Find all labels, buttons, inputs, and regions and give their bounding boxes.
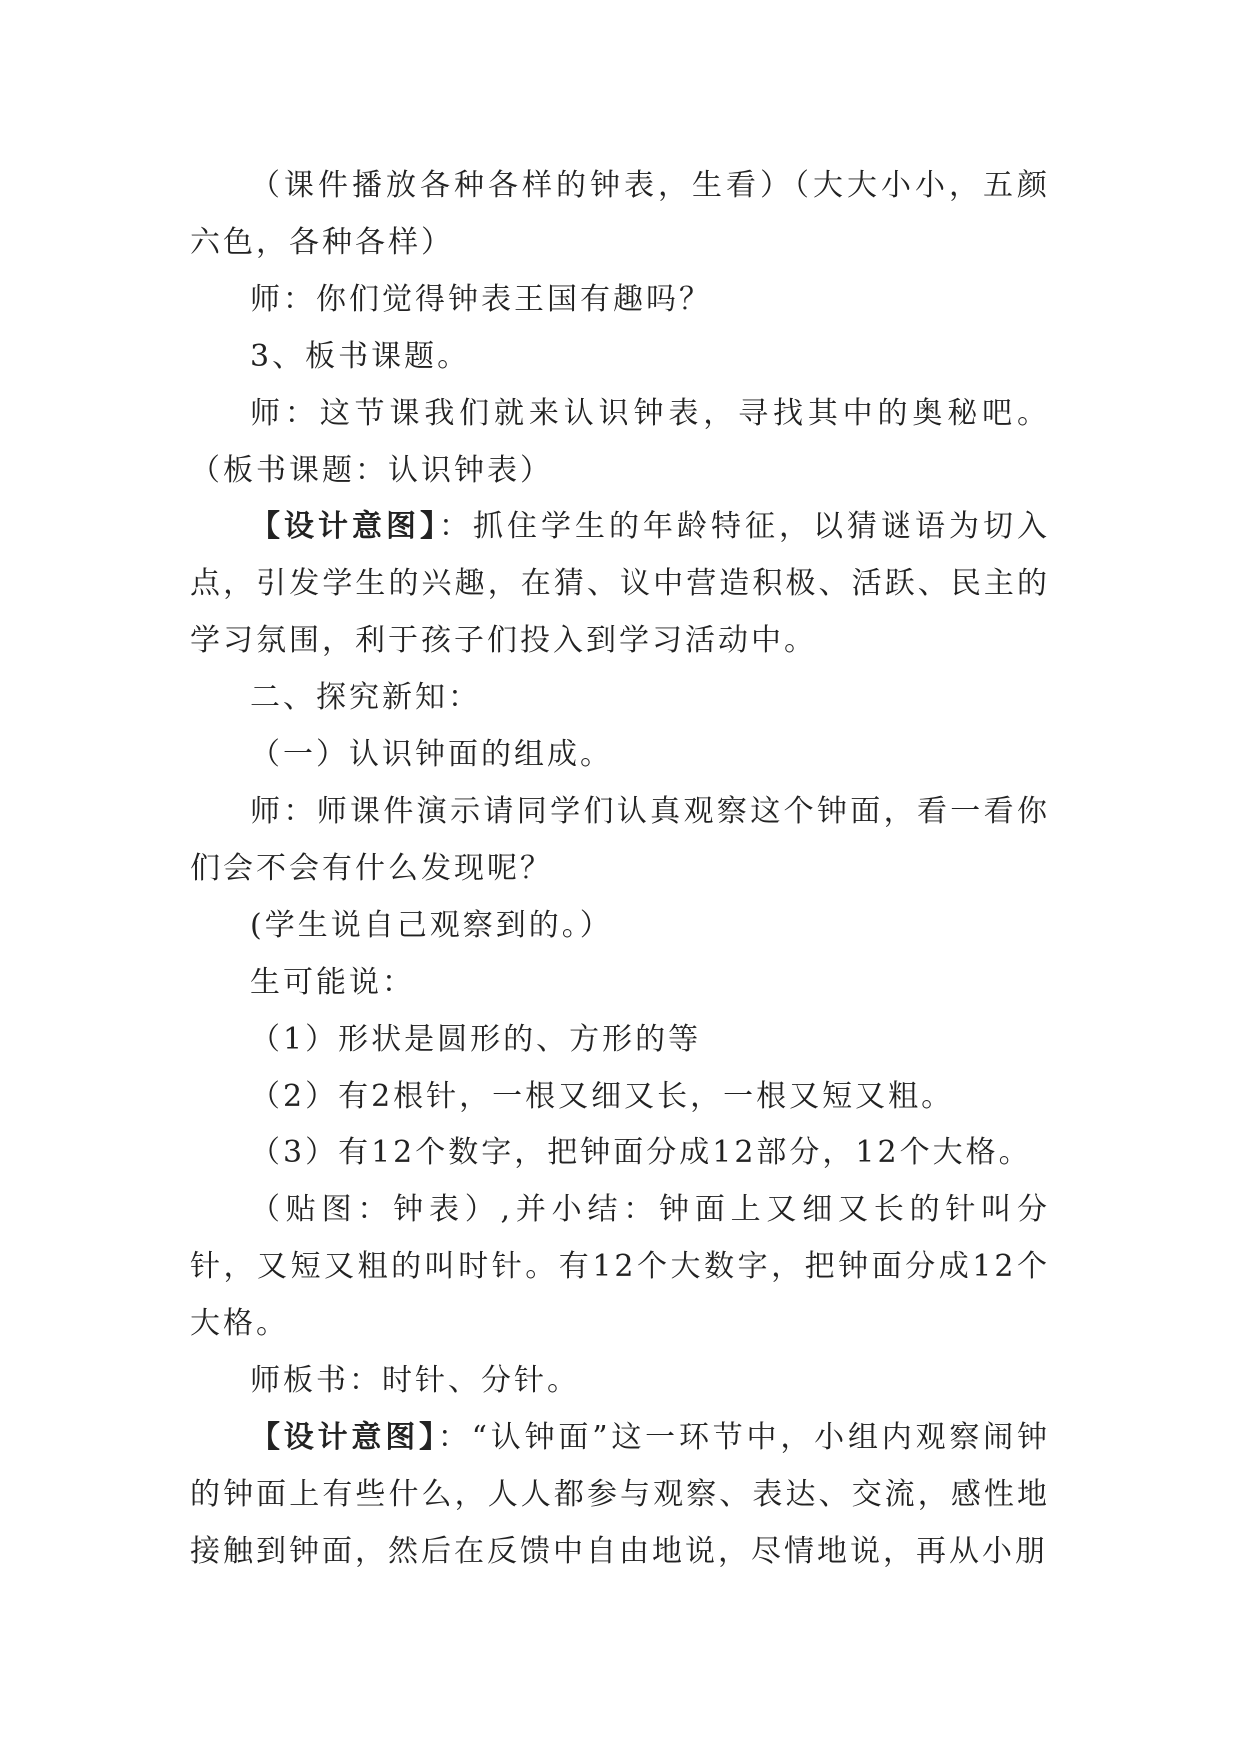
paragraph-text: ：“认钟面”这一环节中，小组内观察闹钟的钟面上有些什么，人人都参与观察、表达、交流，感性地接触到钟面，然后在反馈中自由地说，尽情地说，再从小朋 — [190, 1419, 1050, 1569]
paragraph-text: 师：你们觉得钟表王国有趣吗？ — [250, 281, 712, 317]
paragraph-subsection-heading — [190, 727, 1050, 784]
paragraph-teacher-question — [190, 272, 1050, 329]
document-body — [190, 158, 1050, 1581]
paragraph-text: （课件播放各种各样的钟表，生看）（大大小小，五颜六色，各种各样） — [190, 168, 1050, 260]
paragraph-design-intent-1 — [190, 499, 1050, 670]
paragraph-text: 二、探究新知： — [250, 680, 481, 716]
paragraph-board-writing — [190, 1353, 1050, 1410]
paragraph-design-intent-2 — [190, 1410, 1050, 1581]
paragraph-answer-2 — [190, 1069, 1050, 1126]
paragraph-text: 师：这节课我们就来认识钟表，寻找其中的奥秘吧。（板书课题：认识钟表） — [190, 395, 1050, 488]
paragraph-text: （2）有2根针，一根又细又长，一根又短又粗。 — [250, 1078, 955, 1114]
paragraph-text: 师板书：时针、分针。 — [250, 1363, 580, 1399]
design-intent-label: 【设计意图】 — [250, 509, 439, 545]
paragraph-text: 生可能说： — [250, 964, 415, 1000]
paragraph-text: (学生说自己观察到的。） — [250, 907, 613, 943]
paragraph-text: （一）认识钟面的组成。 — [250, 737, 613, 773]
paragraph-courseware-clocks — [190, 158, 1050, 272]
paragraph-teacher-observe — [190, 784, 1050, 898]
paragraph-text: （贴图：钟表）,并小结：钟面上又细又长的针叫分针，又短又粗的叫时针。有12个大数字，把钟面分成12个大格。 — [190, 1192, 1050, 1342]
paragraph-text: 3、板书课题。 — [250, 338, 471, 374]
paragraph-text: （3）有12个数字，把钟面分成12部分，12个大格。 — [250, 1135, 1032, 1171]
paragraph-teacher-intro — [190, 386, 1050, 500]
paragraph-students-speak — [190, 898, 1050, 955]
design-intent-label: 【设计意图】 — [250, 1419, 438, 1455]
paragraph-answer-1 — [190, 1012, 1050, 1069]
paragraph-students-may-say — [190, 955, 1050, 1012]
paragraph-summary — [190, 1182, 1050, 1353]
paragraph-step-3 — [190, 329, 1050, 386]
paragraph-text: （1）形状是圆形的、方形的等 — [250, 1021, 702, 1057]
paragraph-answer-3 — [190, 1125, 1050, 1182]
paragraph-section-heading — [190, 670, 1050, 727]
paragraph-text: ：抓住学生的年龄特征，以猜谜语为切入点，引发学生的兴趣，在猜、议中营造积极、活跃、民主的学习氛围，利于孩子们投入到学习活动中。 — [190, 509, 1050, 659]
paragraph-text: 师：师课件演示请同学们认真观察这个钟面，看一看你们会不会有什么发现呢？ — [190, 793, 1050, 886]
